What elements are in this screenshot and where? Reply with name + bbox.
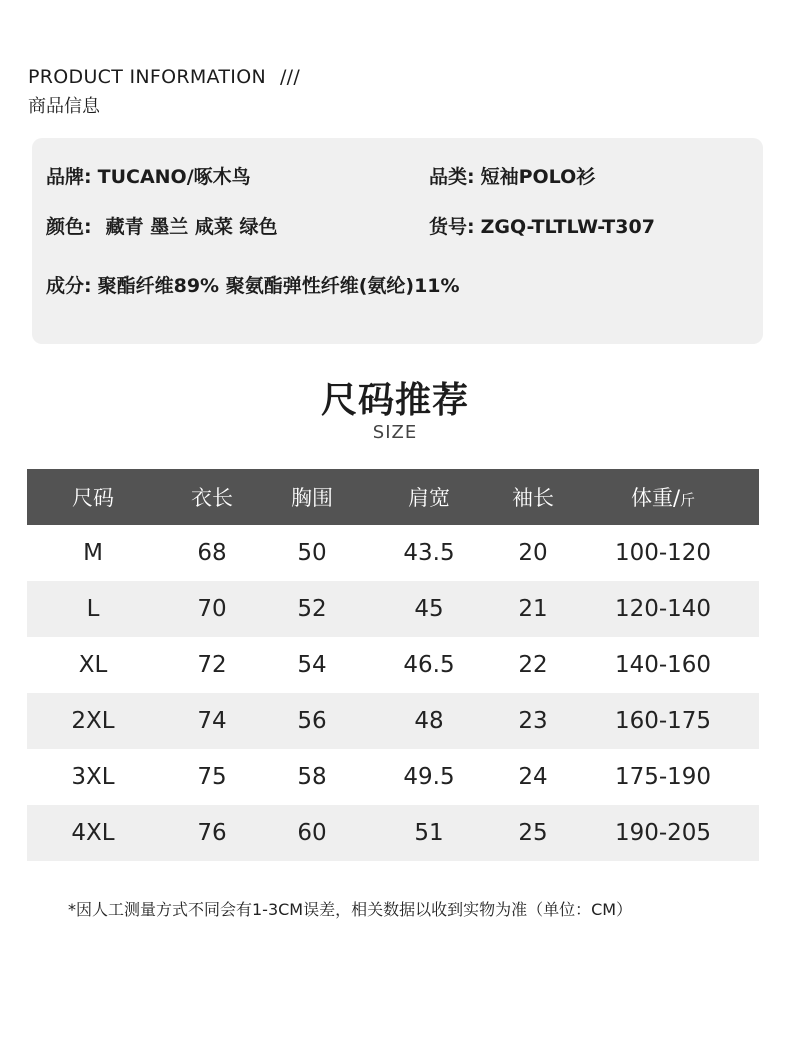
cell-chest: 58 <box>297 764 327 790</box>
category-label: 品类: <box>429 166 475 188</box>
brand-label: 品牌: <box>46 166 92 188</box>
cell-weight: 175-190 <box>614 764 712 790</box>
cell-size: M <box>83 540 103 566</box>
cell-sleeve: 23 <box>518 708 548 734</box>
cell-length: 72 <box>197 652 227 678</box>
cell-chest: 52 <box>297 596 327 622</box>
cell-shoulder: 43.5 <box>403 540 455 566</box>
info-item-no <box>429 212 655 239</box>
cell-size: 2XL <box>71 708 115 734</box>
cell-shoulder: 51 <box>414 820 444 846</box>
measurement-footnote: *因人工测量方式不同会有1-3CM误差，相关数据以收到实物为准（单位：CM） <box>68 900 633 919</box>
info-brand <box>46 162 251 189</box>
cell-size: 4XL <box>71 820 115 846</box>
cell-weight: 100-120 <box>614 540 712 566</box>
cell-sleeve: 20 <box>518 540 548 566</box>
color-value: 藏青 墨兰 咸菜 绿色 <box>105 216 278 238</box>
cell-length: 74 <box>197 708 227 734</box>
cell-weight: 190-205 <box>614 820 712 846</box>
table-row <box>27 805 759 861</box>
cell-sleeve: 21 <box>518 596 548 622</box>
header-length: 衣长 <box>191 486 233 510</box>
product-info-card <box>32 138 763 344</box>
cell-weight: 160-175 <box>614 708 712 734</box>
item-no-value: ZGQ-TLTLW-T307 <box>480 216 655 238</box>
header-weight <box>567 482 759 512</box>
size-section-title: 尺码推荐 <box>320 380 469 421</box>
info-material <box>46 271 460 298</box>
product-info-title-cn: 商品信息 <box>28 96 100 117</box>
material-value: 聚酯纤维89% 聚氨酯弹性纤维(氨纶)11% <box>97 275 460 297</box>
cell-size: 3XL <box>71 764 115 790</box>
cell-chest: 54 <box>297 652 327 678</box>
cell-sleeve: 25 <box>518 820 548 846</box>
product-info-title-en <box>28 66 300 88</box>
item-no-label: 货号: <box>429 216 475 238</box>
header-shoulder: 肩宽 <box>408 486 450 510</box>
cell-shoulder: 48 <box>414 708 444 734</box>
cell-shoulder: 49.5 <box>403 764 455 790</box>
table-row <box>27 525 759 581</box>
table-row <box>27 749 759 805</box>
cell-weight: 140-160 <box>614 652 712 678</box>
cell-length: 68 <box>197 540 227 566</box>
cell-chest: 60 <box>297 820 327 846</box>
table-header-row <box>27 469 759 525</box>
header-chest: 胸围 <box>291 486 333 510</box>
material-label: 成分: <box>46 275 92 297</box>
info-category <box>429 162 595 189</box>
cell-sleeve: 24 <box>518 764 548 790</box>
color-label: 颜色: <box>46 216 92 238</box>
cell-length: 70 <box>197 596 227 622</box>
product-info-header <box>28 66 300 118</box>
header-weight-label: 体重/ <box>630 486 681 510</box>
table-row <box>27 693 759 749</box>
header-weight-unit: 斤 <box>680 491 696 509</box>
cell-chest: 50 <box>297 540 327 566</box>
brand-value: TUCANO/啄木鸟 <box>97 166 251 188</box>
cell-chest: 56 <box>297 708 327 734</box>
cell-length: 76 <box>197 820 227 846</box>
info-color <box>46 212 277 239</box>
cell-shoulder: 45 <box>414 596 444 622</box>
cell-sleeve: 22 <box>518 652 548 678</box>
cell-size: XL <box>78 652 108 678</box>
header-sleeve: 袖长 <box>512 486 554 510</box>
cell-length: 75 <box>197 764 227 790</box>
cell-shoulder: 46.5 <box>403 652 455 678</box>
header-size: 尺码 <box>72 486 114 510</box>
title-slashes: /// <box>279 66 301 88</box>
size-section-subtitle: SIZE <box>372 422 418 443</box>
table-row <box>27 581 759 637</box>
title-en-text: PRODUCT INFORMATION <box>28 66 266 88</box>
size-table <box>27 469 759 861</box>
category-value: 短袖POLO衫 <box>480 166 596 188</box>
cell-size: L <box>86 596 100 622</box>
table-row <box>27 637 759 693</box>
cell-weight: 120-140 <box>614 596 712 622</box>
